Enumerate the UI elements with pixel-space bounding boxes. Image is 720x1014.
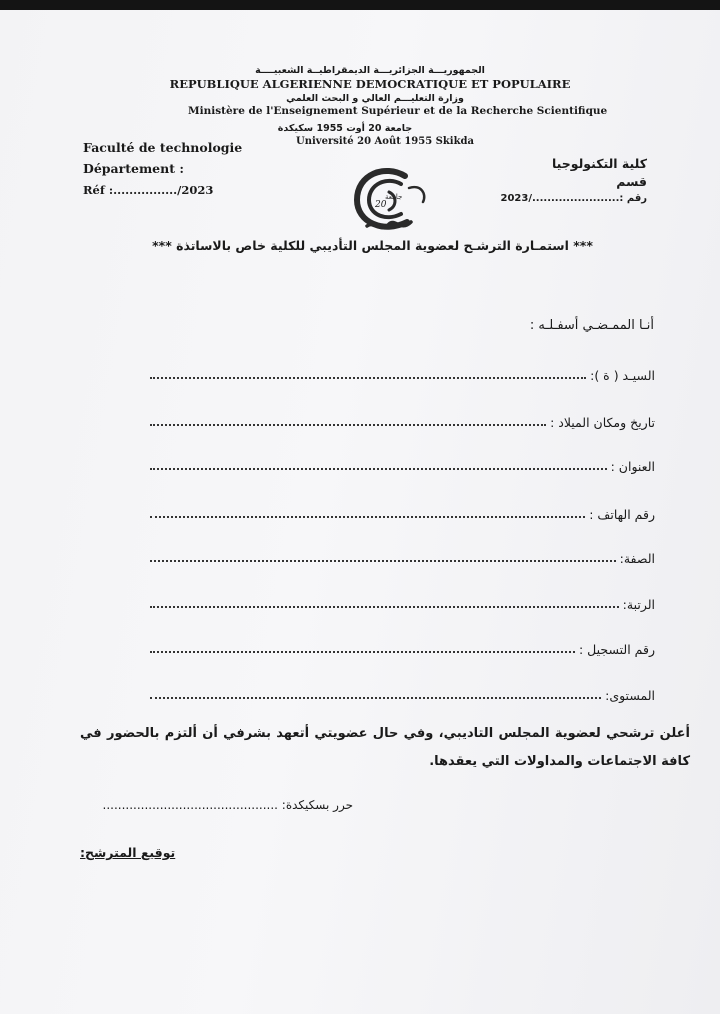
field-label: المستوى: bbox=[605, 688, 655, 703]
department-french: Département : bbox=[83, 161, 184, 176]
faculty-french: Faculté de technologie bbox=[83, 140, 243, 155]
field-label: العنوان : bbox=[610, 459, 655, 474]
field-registration-number[interactable] bbox=[150, 637, 655, 657]
field-label: رقم الهاتف : bbox=[589, 507, 655, 522]
field-rank[interactable] bbox=[150, 592, 655, 612]
form-title: *** استمـارة الترشـح لعضوية المجلس التأديبي للكلية خاص بالاساتذة *** bbox=[152, 238, 593, 253]
republic-arabic: الجمهوريـــة الجزائريـــة الديمقراطيــة الشعبيــــة bbox=[255, 65, 485, 76]
faculty-arabic: كلية التكنولوجيا bbox=[551, 156, 647, 171]
field-label: تاريخ ومكان الميلاد : bbox=[550, 415, 655, 430]
field-label: الصفة: bbox=[619, 551, 655, 566]
field-phone[interactable] bbox=[150, 502, 655, 522]
document-page bbox=[0, 10, 720, 1014]
dotted-line bbox=[150, 554, 616, 562]
university-logo-icon bbox=[345, 162, 437, 242]
dotted-line bbox=[150, 600, 619, 608]
candidate-signature-label: توقيع المترشح: bbox=[80, 845, 176, 860]
ministry-french: Ministère de l'Enseignement Supérieur et de la Recherche Scientifique bbox=[188, 105, 608, 117]
reference-french: Réf :................/2023 bbox=[83, 183, 214, 197]
field-label: الرتبة: bbox=[622, 597, 655, 612]
dotted-line bbox=[150, 645, 575, 653]
svg-text:20: 20 bbox=[375, 200, 387, 210]
republic-french: REPUBLIQUE ALGERIENNE DEMOCRATIQUE ET POPULAIRE bbox=[169, 77, 571, 91]
place-line[interactable]: حرر بسكيكدة: .............................................. bbox=[102, 798, 353, 812]
dotted-line bbox=[150, 418, 546, 426]
ministry-arabic: وزارة التعليـــم العالي و البحث العلمي bbox=[286, 93, 464, 104]
field-status[interactable] bbox=[150, 546, 655, 566]
field-label: رقم التسجيل : bbox=[578, 642, 655, 657]
dotted-line bbox=[150, 510, 585, 518]
dotted-line bbox=[150, 691, 601, 699]
field-address[interactable] bbox=[150, 454, 655, 474]
reference-arabic: رقم :......................./2023 bbox=[500, 193, 647, 204]
university-arabic: جامعة 20 أوت 1955 سكيكدة bbox=[277, 123, 413, 134]
university-logo bbox=[345, 162, 437, 242]
field-name[interactable] bbox=[150, 363, 655, 383]
field-birth-date-place[interactable] bbox=[150, 410, 655, 430]
field-level[interactable] bbox=[150, 683, 655, 703]
department-arabic: قسم bbox=[616, 174, 647, 189]
field-label: السيـد ( ة ): bbox=[590, 368, 655, 383]
dotted-line bbox=[150, 462, 607, 470]
university-french: Université 20 Août 1955 Skikda bbox=[296, 136, 474, 147]
intro-text: أنـا الممـضـي أسفـلـه : bbox=[529, 318, 654, 333]
declaration-text: أعلن ترشحي لعضوية المجلس التاديبي، وفي حال عضويتي أتعهد بشرفي أن ألتزم بالحضور في كافة الاجتماعات والمداولات التي يعقدها. bbox=[80, 726, 690, 769]
dotted-line bbox=[150, 371, 586, 379]
svg-text:جامعة: جامعة bbox=[385, 193, 403, 201]
